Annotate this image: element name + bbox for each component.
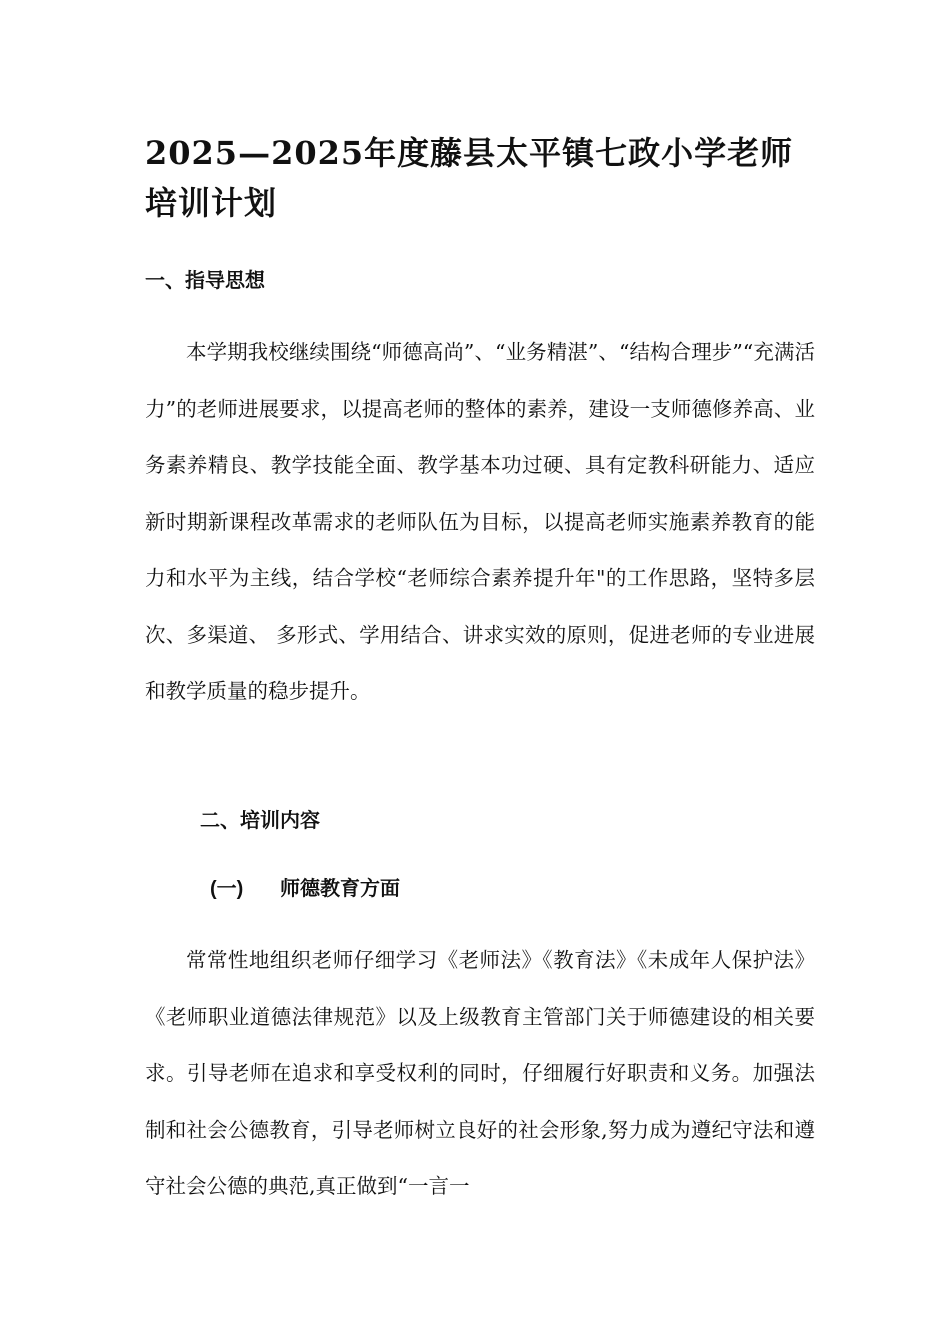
- section-heading-guiding-thought: 一、指导思想: [145, 268, 265, 292]
- subsection-heading-ethics: [210, 874, 400, 903]
- subsection-number: (一): [210, 878, 244, 900]
- subsection-title: 师德教育方面: [280, 876, 400, 900]
- section-heading-training-content: 二、培训内容: [200, 808, 320, 832]
- guiding-thought-paragraph: 本学期我校继续围绕“师德高尚”、“业务精湛”、“结构合理步”“充满活力”的老师进展要求，以提高老师的整体的素养，建设一支师德修养高、业务素养精良、教学技能全面、教学基本功过硬、具有定教科研能力、适应新时期新课程改革需求的老师队伍为目标，以提高老师实施素养教育的能力和水平为主线，结合学校“老师综合素养提升年"的工作思路，坚特多层次、多渠道、 多形式、学用结合、讲求实效的原则，促进老师的专业进展和教学质量的稳步提升。: [145, 340, 815, 703]
- ethics-paragraph: 常常性地组织老师仔细学习《老师法》《教育法》《未成年人保护法》《老师职业道德法律规范》以及上级教育主管部门关于师德建设的相关要求。引导老师在追求和享受权利的同时，仔细履行好职责和义务。加强法制和社会公德教育，引导老师树立良好的社会形象,努力成为遵纪守法和遵守社会公德的典范,真正做到“一言一: [145, 948, 815, 1198]
- document-title: 2025—2025年度藤县太平镇七政小学老师培训计划: [145, 134, 794, 222]
